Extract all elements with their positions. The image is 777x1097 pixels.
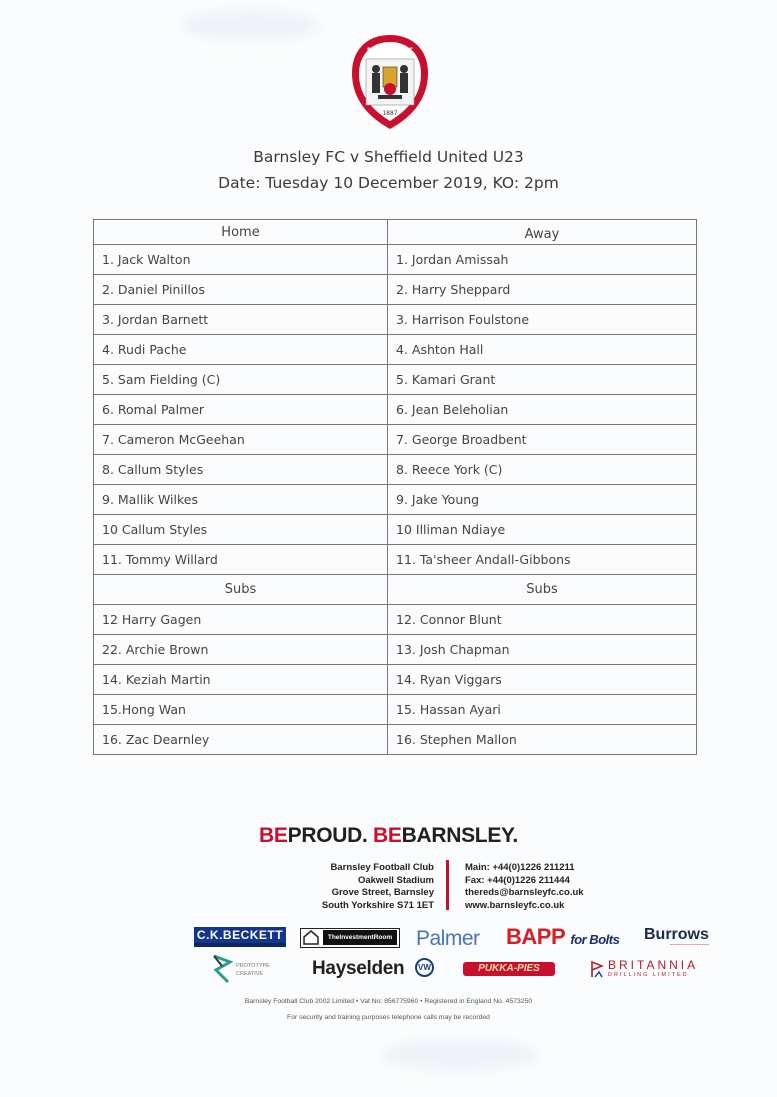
- sponsor-bapp-logo: [506, 924, 619, 950]
- sponsor-pukka-pies-logo: PUKKA-PIES: [463, 962, 555, 976]
- away-player-cell: 10 Illiman Ndiaye: [388, 515, 697, 545]
- home-player-cell: 14. Keziah Martin: [94, 665, 388, 695]
- house-icon: [303, 930, 319, 945]
- sponsor-name: Burrows: [644, 926, 709, 943]
- scan-smudge: [380, 1040, 540, 1070]
- home-player-cell: 7. Cameron McGeehan: [94, 425, 388, 455]
- table-row: [94, 605, 697, 635]
- home-subs-header: Subs: [94, 575, 388, 605]
- address-divider: [446, 860, 449, 910]
- table-row: [94, 425, 697, 455]
- sponsor-ck-beckett-logo: [194, 927, 286, 947]
- home-player-cell: 22. Archie Brown: [94, 635, 388, 665]
- sponsor-investment-room-logo: [300, 928, 400, 948]
- sponsor-name: PROTOTYPE CREATIVE: [236, 963, 270, 977]
- club-address: [300, 862, 434, 912]
- contact-email: thereds@barnsleyfc.co.uk: [465, 887, 584, 898]
- table-row: [94, 455, 697, 485]
- away-player-cell: 9. Jake Young: [388, 485, 697, 515]
- logo-underbar: [194, 943, 286, 947]
- slogan-word: PROUD.: [287, 824, 374, 847]
- home-header: Home: [94, 220, 388, 245]
- sponsor-palmer-logo: Palmer: [416, 927, 480, 950]
- away-player-cell: 11. Ta'sheer Andall-Gibbons: [388, 545, 697, 575]
- sponsor-tagline: for Bolts: [570, 932, 620, 947]
- home-player-cell: 9. Mallik Wilkes: [94, 485, 388, 515]
- home-player-cell: 11. Tommy Willard: [94, 545, 388, 575]
- legal-call-notice: For security and training purposes telephone calls may be recorded: [287, 1014, 490, 1021]
- sponsor-prototype-creative-logo: [210, 952, 282, 986]
- table-header-row: [94, 220, 697, 245]
- sponsor-name: BAPP: [506, 924, 565, 949]
- legal-registration: Barnsley Football Club 2002 Limited • Vat No: 856775960 • Registered in England No. 4573250: [244, 998, 533, 1005]
- home-player-cell: 8. Callum Styles: [94, 455, 388, 485]
- away-player-cell: 5. Kamari Grant: [388, 365, 697, 395]
- away-header: Away: [388, 220, 697, 245]
- slogan-be: BE: [259, 824, 288, 847]
- table-row: [94, 275, 697, 305]
- home-player-cell: 5. Sam Fielding (C): [94, 365, 388, 395]
- address-line: Barnsley Football Club: [330, 862, 434, 873]
- home-player-cell: 2. Daniel Pinillos: [94, 275, 388, 305]
- barnsley-crest-logo: [348, 33, 432, 131]
- home-player-cell: 6. Romal Palmer: [94, 395, 388, 425]
- slogan-be: BE: [373, 824, 402, 847]
- away-player-cell: 4. Ashton Hall: [388, 335, 697, 365]
- table-row: [94, 335, 697, 365]
- svg-text:BARNSLEY FC: BARNSLEY FC: [366, 47, 414, 54]
- table-row: [94, 305, 697, 335]
- away-player-cell: 12. Connor Blunt: [388, 605, 697, 635]
- table-row: [94, 245, 697, 275]
- home-player-cell: 16. Zac Dearnley: [94, 725, 388, 755]
- slogan: [0, 824, 777, 848]
- table-row: [94, 395, 697, 425]
- club-contact: [465, 862, 625, 912]
- table-row: [94, 695, 697, 725]
- subs-header-row: [94, 575, 697, 605]
- sponsor-subtitle: DRILLING LIMITED: [608, 972, 689, 978]
- away-player-cell: 13. Josh Chapman: [388, 635, 697, 665]
- contact-line: Fax: +44(0)1226 211444: [465, 874, 570, 886]
- britannia-mark-icon: [590, 960, 604, 978]
- table-row: [94, 725, 697, 755]
- sponsor-hayselden-logo: Hayselden: [312, 958, 405, 979]
- away-subs-header: Subs: [388, 575, 697, 605]
- away-player-cell: 14. Ryan Viggars: [388, 665, 697, 695]
- team-sheet-table: [93, 219, 697, 755]
- contact-website: www.barnsleyfc.co.uk: [465, 899, 565, 911]
- address-line: Oakwell Stadium: [357, 874, 434, 886]
- table-row: [94, 365, 697, 395]
- prototype-mark-icon: [210, 952, 234, 986]
- home-player-cell: 15.Hong Wan: [94, 695, 388, 725]
- table-row: [94, 665, 697, 695]
- vw-logo-icon: VW: [415, 958, 434, 977]
- home-player-cell: 12 Harry Gagen: [94, 605, 388, 635]
- sponsor-tagline-decor: ~~~~~~~~~~~~~~~: [669, 942, 709, 947]
- table-row: [94, 635, 697, 665]
- away-player-cell: 15. Hassan Ayari: [388, 695, 697, 725]
- home-player-cell: 1. Jack Walton: [94, 245, 388, 275]
- match-date: Date: Tuesday 10 December 2019, KO: 2pm: [218, 174, 559, 192]
- match-title: Barnsley FC v Sheffield United U23: [253, 148, 524, 166]
- away-player-cell: 2. Harry Sheppard: [388, 275, 697, 305]
- slogan-word: BARNSLEY.: [401, 824, 518, 847]
- address-line: South Yorkshire S71 1ET: [321, 899, 434, 911]
- sponsor-name: TheInvestmentRoom: [323, 930, 397, 945]
- away-player-cell: 7. George Broadbent: [388, 425, 697, 455]
- contact-line: Main: +44(0)1226 211211: [465, 862, 575, 873]
- home-player-cell: 3. Jordan Barnett: [94, 305, 388, 335]
- scan-smudge: [180, 10, 320, 40]
- sponsor-burrows-logo: [644, 926, 709, 947]
- home-player-cell: 10 Callum Styles: [94, 515, 388, 545]
- sponsor-britannia-logo: [588, 958, 708, 982]
- away-player-cell: 3. Harrison Foulstone: [388, 305, 697, 335]
- home-player-cell: 4. Rudi Pache: [94, 335, 388, 365]
- sponsor-name: BRITANNIA: [608, 958, 699, 972]
- away-player-cell: 1. Jordan Amissah: [388, 245, 697, 275]
- away-player-cell: 16. Stephen Mallon: [388, 725, 697, 755]
- away-player-cell: 8. Reece York (C): [388, 455, 697, 485]
- address-line: Grove Street, Barnsley: [331, 887, 434, 898]
- table-row: [94, 545, 697, 575]
- svg-text:1887: 1887: [382, 110, 398, 117]
- table-row: [94, 485, 697, 515]
- away-player-cell: 6. Jean Beleholian: [388, 395, 697, 425]
- table-row: [94, 515, 697, 545]
- sponsor-name: C.K.BECKETT: [196, 928, 284, 942]
